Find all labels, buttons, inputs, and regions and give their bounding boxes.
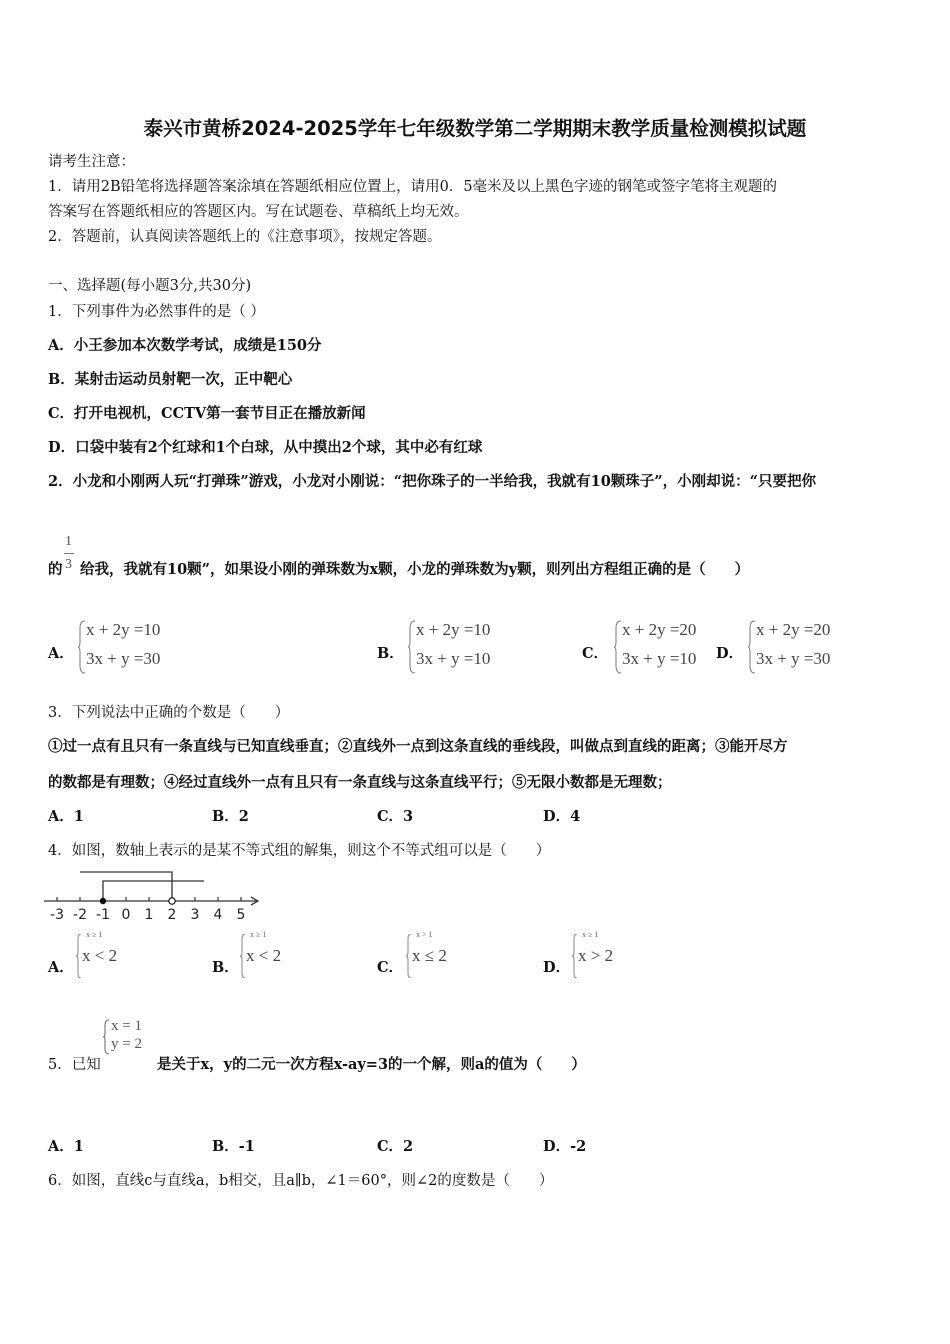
q4-stem: 4．如图，数轴上表示的是某不等式组的解集，则这个不等式组可以是（ ） [48, 843, 551, 859]
q1-option-b[interactable]: B．某射击运动员射靶一次，正中靶心 [48, 371, 293, 388]
q2-stem-post: 给我，我就有10颗”，如果设小刚的弹珠数为x颗，小龙的弹珠数为y颗，则列出方程组正确的是（ ） [80, 561, 750, 578]
q5-option-b[interactable]: B．-1 [212, 1138, 255, 1155]
q5-option-a[interactable]: A．1 [48, 1138, 84, 1155]
q4-option-a-system[interactable] [76, 930, 156, 978]
q4-option-c-label[interactable]: C． [377, 959, 404, 976]
q4-option-d-label[interactable]: D． [543, 959, 571, 976]
brace-icon [102, 1019, 110, 1055]
q1-option-c[interactable]: C．打开电视机，CCTV第一套节目正在播放新闻 [48, 405, 366, 422]
q2-stem-pre: 的 [48, 561, 63, 578]
axis-tick-label: 4 [213, 907, 223, 923]
brace-icon [78, 620, 86, 674]
axis-tick-label: 2 [167, 907, 177, 923]
q2-option-a-eq2: 3x + y =30 [86, 649, 161, 668]
q2-fraction-bar [64, 553, 74, 554]
axis-tick-label: 3 [190, 907, 200, 923]
q4-option-d-main: x > 2 [578, 946, 614, 965]
q2-fraction-denominator: 3 [65, 557, 72, 572]
q4-option-c-main: x ≤ 2 [412, 946, 447, 965]
q2-option-a-eq1: x + 2y =10 [86, 620, 161, 639]
q4-option-a-main: x < 2 [82, 946, 118, 965]
q2-option-a-label[interactable]: A． [48, 645, 74, 662]
q5-system [102, 1019, 162, 1055]
q5-stem-post: 是关于x，y的二元一次方程x-ay=3的一个解，则a的值为（ ） [157, 1056, 586, 1073]
upper-bracket [80, 872, 172, 881]
q5-option-c[interactable]: C．2 [377, 1138, 414, 1155]
solution-set-bracket [103, 881, 172, 901]
q6-stem: 6．如图，直线c与直线a，b相交，且a∥b，∠1＝60°，则∠2的度数是（ ） [48, 1173, 554, 1189]
q4-option-a-top: x ≥ 1 [86, 930, 103, 939]
axis-tick-label: -1 [96, 907, 110, 923]
q2-option-d-eq2: 3x + y =30 [756, 649, 831, 668]
notice-heading: 请考生注意： [48, 154, 135, 170]
brace-icon [614, 620, 622, 674]
brace-icon [408, 620, 416, 674]
q2-option-a-system[interactable] [78, 620, 188, 675]
q4-option-b-label[interactable]: B． [212, 959, 239, 976]
q2-option-b-system[interactable] [408, 620, 518, 675]
q4-option-b-top: x ≥ 1 [250, 930, 267, 939]
q5-eq2: y = 2 [111, 1036, 142, 1052]
q3-option-d[interactable]: D．4 [543, 808, 581, 825]
axis-tick-label: 5 [236, 907, 246, 923]
q2-option-c-system[interactable] [614, 620, 714, 675]
closed-point-icon [100, 898, 106, 904]
axis-tick-label: 1 [144, 907, 154, 923]
q3-statements-line-2: 的数都是有理数；④经过直线外一点有且只有一条直线与这条直线平行；⑤无限小数都是无理数； [48, 774, 672, 791]
q2-option-d-eq1: x + 2y =20 [756, 620, 831, 639]
q4-option-b-system[interactable] [240, 930, 320, 978]
q2-option-c-label[interactable]: C． [582, 645, 609, 662]
q2-option-d-label[interactable]: D． [716, 645, 744, 662]
notice-line-2: 答案写在答题纸相应的答题区内。写在试题卷、草稿纸上均无效。 [48, 204, 469, 220]
q4-option-c-top: x > 1 [416, 930, 433, 939]
q3-option-a[interactable]: A．1 [48, 808, 84, 825]
q5-option-d[interactable]: D．-2 [543, 1138, 587, 1155]
q1-option-d[interactable]: D．口袋中装有2个红球和1个白球，从中摸出2个球，其中必有红球 [48, 439, 483, 456]
q2-option-b-eq2: 3x + y =10 [416, 649, 491, 668]
q2-option-b-eq1: x + 2y =10 [416, 620, 491, 639]
q4-option-d-system[interactable] [572, 930, 652, 978]
axis-tick-label: -2 [73, 907, 87, 923]
q4-option-a-label[interactable]: A． [48, 959, 74, 976]
q2-stem-line-1: 2．小龙和小刚两人玩“打弹珠”游戏，小龙对小刚说：“把你珠子的一半给我，我就有10颗珠子”，小刚却说：“只要把你 [48, 473, 816, 490]
q1-option-a[interactable]: A．小王参加本次数学考试，成绩是150分 [48, 337, 322, 354]
q2-option-b-label[interactable]: B． [377, 645, 404, 662]
q3-stem: 3．下列说法中正确的个数是（ ） [48, 705, 290, 721]
page-title: 泰兴市黄桥2024-2025学年七年级数学第二学期期末教学质量检测模拟试题 [143, 117, 807, 140]
q3-statements-line-1: ①过一点有且只有一条直线与已知直线垂直；②直线外一点到这条直线的垂线段，叫做点到直线的距离；③能开尽方 [48, 738, 788, 755]
q3-option-c[interactable]: C．3 [377, 808, 414, 825]
q1-stem: 1．下列事件为必然事件的是（ ） [48, 304, 265, 320]
open-point-icon [169, 898, 175, 904]
q3-option-b[interactable]: B．2 [212, 808, 249, 825]
q5-stem-pre: 5．已知 [48, 1057, 101, 1073]
q5-eq1: x = 1 [111, 1018, 142, 1034]
q2-option-d-system[interactable] [748, 620, 858, 675]
brace-icon [748, 620, 756, 674]
section-heading: 一、选择题(每小题3分,共30分) [48, 278, 252, 294]
axis-tick-label: 0 [121, 907, 131, 923]
q4-option-b-main: x < 2 [246, 946, 282, 965]
q4-option-c-system[interactable] [406, 930, 486, 978]
axis-tick-labels [50, 907, 245, 923]
q2-option-c-eq2: 3x + y =10 [622, 649, 697, 668]
q2-fraction-numerator: 1 [65, 534, 72, 549]
q4-option-d-top: x ≥ 1 [582, 930, 599, 939]
axis-tick-label: -3 [50, 907, 64, 923]
notice-line-1: 1．请用2B铅笔将选择题答案涂填在答题纸相应位置上，请用0．5毫米及以上黑色字迹的钢笔或签字笔将主观题的 [48, 179, 778, 195]
notice-line-3: 2．答题前，认真阅读答题纸上的《注意事项》，按规定答题。 [48, 229, 442, 245]
number-line-figure [44, 866, 266, 926]
q2-option-c-eq1: x + 2y =20 [622, 620, 697, 639]
